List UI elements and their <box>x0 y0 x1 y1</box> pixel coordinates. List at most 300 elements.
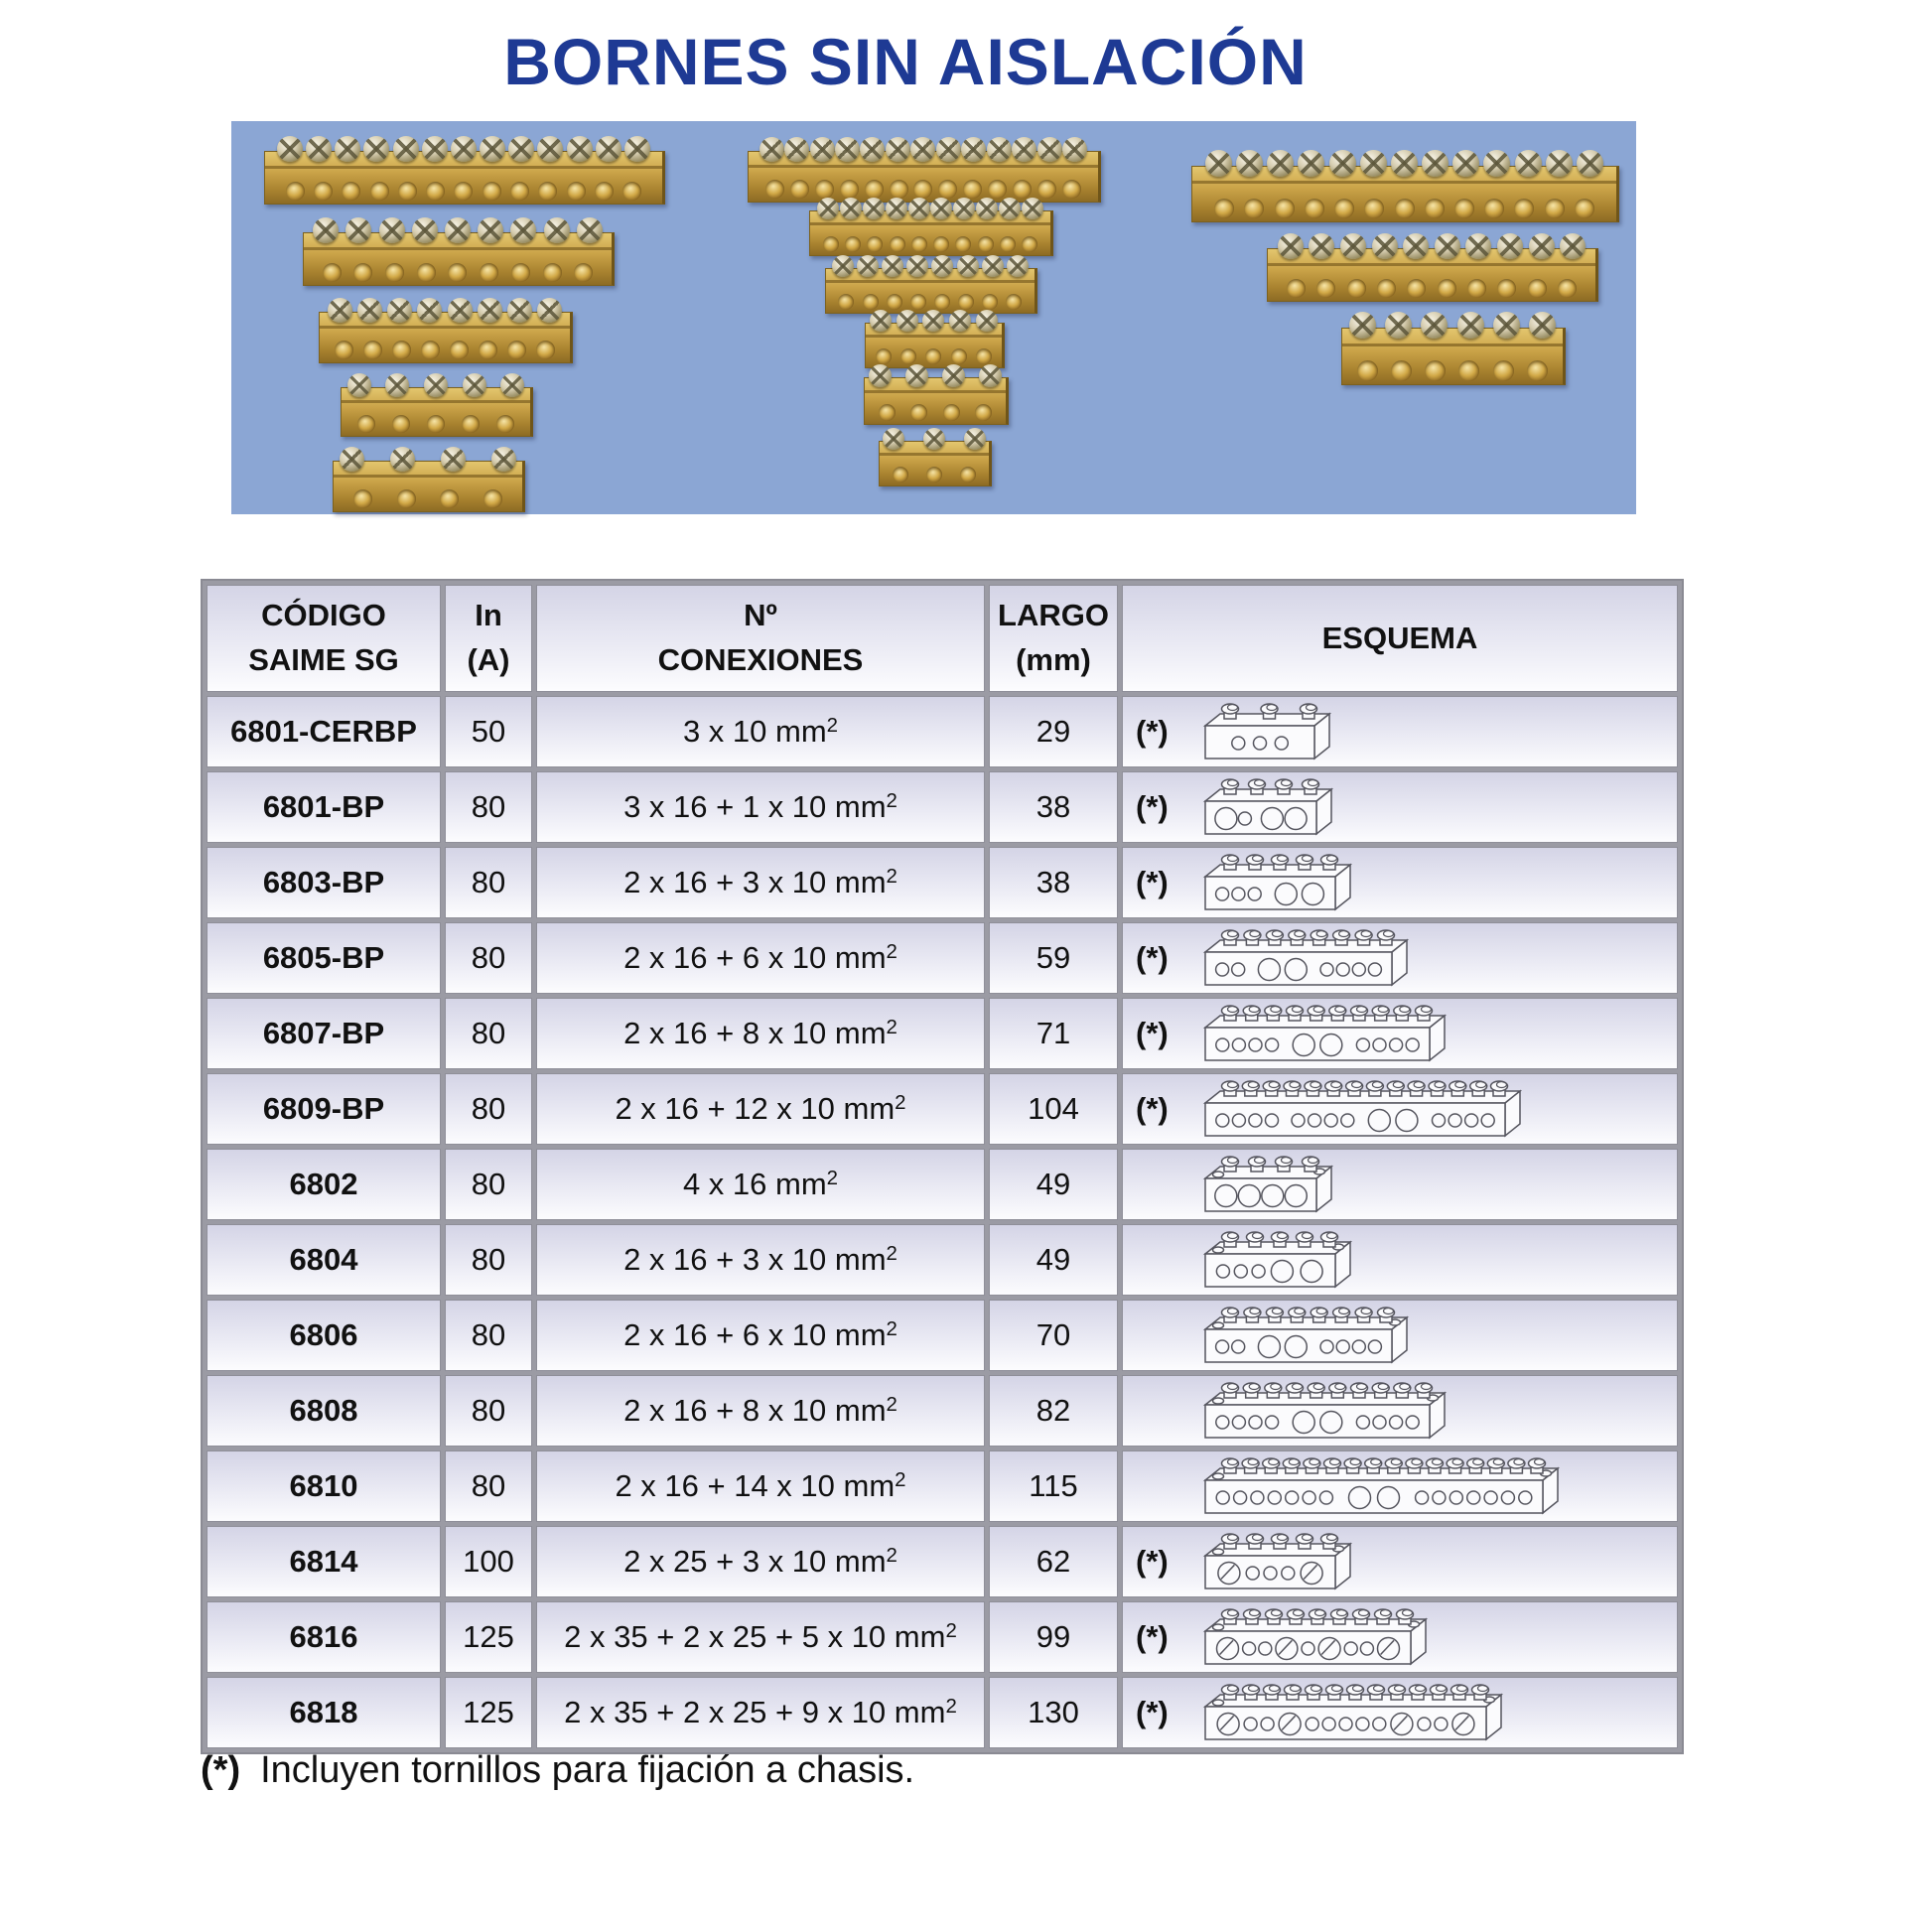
schema-drawing <box>1201 1229 1356 1291</box>
screw-icon <box>1278 233 1304 259</box>
screw-icon <box>1546 150 1573 177</box>
column-header-0: CÓDIGO SAIME SG <box>207 585 441 692</box>
wire-hole-icon <box>1013 180 1032 199</box>
wire-hole-icon <box>951 348 967 364</box>
table-row <box>207 1149 1678 1220</box>
screw-icon <box>1391 150 1418 177</box>
cell-largo: 130 <box>989 1677 1118 1748</box>
wire-hole-icon <box>536 341 555 359</box>
terminal-block-bar <box>264 151 665 205</box>
wire-hole-icon <box>943 404 960 421</box>
includes-screws-marker: (*) <box>1136 1544 1169 1579</box>
screw-icon <box>448 298 473 323</box>
wire-hole-icon <box>510 182 529 201</box>
wire-hole-icon <box>790 180 809 199</box>
wire-hole-icon <box>958 294 974 310</box>
wire-hole-icon <box>1558 279 1577 298</box>
superscript: 2 <box>886 1543 897 1567</box>
wire-hole-icon <box>840 180 859 199</box>
screw-icon <box>1205 150 1232 177</box>
screw-row <box>1205 150 1603 177</box>
screw-icon <box>886 137 910 162</box>
wire-hole-icon <box>910 294 926 310</box>
table-row <box>207 1300 1678 1371</box>
cell-in-amperes: 125 <box>445 1677 532 1748</box>
superscript: 2 <box>886 939 897 963</box>
screw-icon <box>508 136 534 162</box>
cell-largo: 38 <box>989 847 1118 918</box>
screw-icon <box>357 298 382 323</box>
wire-hole-icon <box>1357 360 1378 381</box>
cell-largo: 115 <box>989 1450 1118 1522</box>
screw-icon <box>840 198 862 219</box>
includes-screws-marker: (*) <box>1136 1695 1169 1729</box>
wire-hole-icon <box>398 182 417 201</box>
table-row <box>207 1375 1678 1447</box>
screw-icon <box>999 198 1021 219</box>
screw-icon <box>1422 150 1449 177</box>
screw-icon <box>1349 312 1376 339</box>
screw-icon <box>759 137 784 162</box>
screw-icon <box>835 137 860 162</box>
wire-hole-icon <box>879 404 896 421</box>
screw-icon <box>1007 255 1029 277</box>
cell-conexiones: 2 x 25 + 3 x 10 $mm^2$ <box>536 1526 985 1597</box>
hole-row <box>820 236 1041 252</box>
wire-hole-icon <box>440 489 459 508</box>
wire-hole-icon <box>913 180 932 199</box>
cell-conexiones: 3 x 16 + 1 x 10 $mm^2$ <box>536 771 985 843</box>
hole-row <box>762 180 1084 199</box>
wire-hole-icon <box>1287 279 1306 298</box>
hole-row <box>316 263 599 282</box>
hole-row <box>349 415 523 433</box>
cell-codigo: 6802 <box>207 1149 441 1220</box>
terminal-block-bar <box>1191 166 1619 222</box>
wire-hole-icon <box>893 467 908 483</box>
wire-hole-icon <box>890 236 905 252</box>
terminal-block-bar <box>825 268 1037 314</box>
wire-hole-icon <box>483 489 502 508</box>
screw-icon <box>860 137 885 162</box>
includes-screws-marker: (*) <box>1136 865 1169 899</box>
terminal-block-bar <box>809 210 1053 256</box>
screw-icon <box>976 198 998 219</box>
wire-hole-icon <box>765 180 784 199</box>
includes-screws-marker: (*) <box>1136 789 1169 824</box>
wire-hole-icon <box>454 182 473 201</box>
terminal-block-bar <box>864 377 1009 425</box>
cell-conexiones: 4 x 16 $mm^2$ <box>536 1149 985 1220</box>
includes-screws-marker: (*) <box>1136 940 1169 975</box>
screw-icon <box>422 136 448 162</box>
cell-codigo: 6816 <box>207 1601 441 1673</box>
wire-hole-icon <box>867 236 883 252</box>
cell-in-amperes: 80 <box>445 1300 532 1371</box>
screw-icon <box>1403 233 1429 259</box>
screw-icon <box>883 428 904 450</box>
products-table <box>201 579 1684 1754</box>
wire-hole-icon <box>1347 279 1366 298</box>
screw-icon <box>923 428 945 450</box>
cell-in-amperes: 80 <box>445 847 532 918</box>
screw-icon <box>393 136 419 162</box>
wire-hole-icon <box>1545 199 1565 218</box>
wire-hole-icon <box>543 263 562 282</box>
screw-icon <box>478 298 502 323</box>
wire-hole-icon <box>335 341 353 359</box>
cell-in-amperes: 125 <box>445 1601 532 1673</box>
screw-icon <box>976 310 998 332</box>
cell-largo: 104 <box>989 1073 1118 1145</box>
cell-esquema <box>1122 771 1678 843</box>
screw-icon <box>869 364 892 387</box>
wire-hole-icon <box>863 294 879 310</box>
table-row <box>207 1526 1678 1597</box>
cell-in-amperes: 80 <box>445 1073 532 1145</box>
wire-hole-icon <box>323 263 342 282</box>
wire-hole-icon <box>1391 360 1412 381</box>
product-photo <box>231 121 1636 514</box>
hole-row <box>330 341 560 359</box>
cell-esquema <box>1122 1149 1678 1220</box>
wire-hole-icon <box>900 348 916 364</box>
wire-hole-icon <box>1364 199 1384 218</box>
table-header <box>207 585 1678 692</box>
table-row <box>207 847 1678 918</box>
screw-icon <box>1385 312 1412 339</box>
wire-hole-icon <box>353 263 372 282</box>
screw-icon <box>810 137 835 162</box>
footnote-marker: (*) <box>201 1749 241 1791</box>
wire-hole-icon <box>1006 294 1022 310</box>
wire-hole-icon <box>887 294 902 310</box>
cell-largo: 49 <box>989 1224 1118 1296</box>
screw-icon <box>544 217 570 243</box>
screw-icon <box>897 310 918 332</box>
cell-conexiones: 2 x 35 + 2 x 25 + 5 x 10 $mm^2$ <box>536 1601 985 1673</box>
superscript: 2 <box>886 1316 897 1340</box>
screw-icon <box>910 137 935 162</box>
wire-hole-icon <box>1022 236 1037 252</box>
table-row <box>207 771 1678 843</box>
screw-icon <box>445 217 471 243</box>
wire-hole-icon <box>925 348 941 364</box>
hole-row <box>871 348 996 364</box>
table-row <box>207 1450 1678 1522</box>
wire-hole-icon <box>392 341 411 359</box>
wire-hole-icon <box>865 180 884 199</box>
schema-drawing <box>1201 1531 1356 1592</box>
wire-hole-icon <box>426 182 445 201</box>
schema-drawing <box>1201 852 1356 913</box>
cell-esquema <box>1122 847 1678 918</box>
cell-codigo: 6803-BP <box>207 847 441 918</box>
screw-row <box>817 198 1043 219</box>
superscript: 2 <box>945 1618 957 1642</box>
screw-icon <box>961 137 986 162</box>
terminal-block-bar <box>303 232 615 286</box>
screw-icon <box>1529 233 1555 259</box>
screw-icon <box>936 137 961 162</box>
wire-hole-icon <box>353 489 372 508</box>
hole-row <box>834 294 1026 310</box>
screw-icon <box>906 255 928 277</box>
cell-conexiones: 2 x 16 + 6 x 10 $mm^2$ <box>536 1300 985 1371</box>
cell-largo: 82 <box>989 1375 1118 1447</box>
hole-row <box>1351 360 1554 381</box>
superscript: 2 <box>895 1090 906 1114</box>
screw-icon <box>908 198 930 219</box>
cell-esquema <box>1122 1073 1678 1145</box>
screw-icon <box>1012 137 1036 162</box>
screw-icon <box>363 136 389 162</box>
table-row <box>207 1677 1678 1748</box>
screw-icon <box>510 217 536 243</box>
screw-icon <box>1062 137 1087 162</box>
cell-codigo: 6804 <box>207 1224 441 1296</box>
wire-hole-icon <box>462 415 480 433</box>
wire-hole-icon <box>1377 279 1396 298</box>
wire-hole-icon <box>622 182 641 201</box>
wire-hole-icon <box>975 404 992 421</box>
screw-icon <box>441 447 466 472</box>
hole-row <box>884 467 984 483</box>
wire-hole-icon <box>385 263 404 282</box>
cell-codigo: 6806 <box>207 1300 441 1371</box>
screw-icon <box>863 198 885 219</box>
screw-icon <box>379 217 405 243</box>
screw-icon <box>931 255 953 277</box>
screw-icon <box>1483 150 1510 177</box>
includes-screws-marker: (*) <box>1136 1016 1169 1050</box>
cell-conexiones: 2 x 16 + 8 x 10 $mm^2$ <box>536 1375 985 1447</box>
wire-hole-icon <box>427 415 445 433</box>
screw-icon <box>417 298 442 323</box>
terminal-block-bar <box>748 151 1101 203</box>
schema-drawing <box>1201 1455 1564 1517</box>
screw-icon <box>930 198 952 219</box>
schema-drawing <box>1201 1380 1450 1442</box>
schema-drawing <box>1201 1154 1337 1215</box>
screw-icon <box>784 137 809 162</box>
page-title: BORNES SIN AISLACIÓN <box>503 25 1308 98</box>
wire-hole-icon <box>934 294 950 310</box>
wire-hole-icon <box>286 182 305 201</box>
cell-esquema <box>1122 1450 1678 1522</box>
footnote <box>201 1749 914 1792</box>
cell-codigo: 6807-BP <box>207 998 441 1069</box>
screw-icon <box>624 136 650 162</box>
screw-icon <box>1560 233 1586 259</box>
wire-hole-icon <box>483 182 501 201</box>
terminal-block-bar <box>879 441 992 486</box>
screw-icon <box>463 373 486 397</box>
screw-icon <box>857 255 879 277</box>
screw-icon <box>1037 137 1062 162</box>
screw-icon <box>306 136 332 162</box>
wire-hole-icon <box>397 489 416 508</box>
cell-largo: 38 <box>989 771 1118 843</box>
wire-hole-icon <box>480 263 498 282</box>
cell-conexiones: 3 x 10 $mm^2$ <box>536 696 985 767</box>
terminal-block-bar <box>341 387 533 437</box>
schema-drawing <box>1201 1078 1526 1140</box>
wire-hole-icon <box>1305 199 1324 218</box>
screw-icon <box>1309 233 1334 259</box>
wire-hole-icon <box>1395 199 1415 218</box>
screw-icon <box>982 255 1004 277</box>
screw-row <box>832 255 1028 277</box>
screw-icon <box>596 136 621 162</box>
screw-icon <box>953 198 975 219</box>
screw-icon <box>979 364 1002 387</box>
screw-icon <box>500 373 524 397</box>
cell-largo: 49 <box>989 1149 1118 1220</box>
screw-row <box>347 373 525 397</box>
screw-icon <box>480 136 505 162</box>
cell-largo: 62 <box>989 1526 1118 1597</box>
table-row <box>207 922 1678 994</box>
wire-hole-icon <box>876 348 892 364</box>
wire-hole-icon <box>314 182 333 201</box>
cell-in-amperes: 80 <box>445 771 532 843</box>
wire-hole-icon <box>1493 360 1514 381</box>
wire-hole-icon <box>363 341 382 359</box>
screw-icon <box>412 217 438 243</box>
screw-row <box>883 428 985 450</box>
wire-hole-icon <box>567 182 586 201</box>
terminal-block-bar <box>319 312 573 363</box>
wire-hole-icon <box>392 415 410 433</box>
screw-icon <box>424 373 448 397</box>
screw-icon <box>478 217 503 243</box>
wire-hole-icon <box>448 263 467 282</box>
screw-icon <box>1372 233 1398 259</box>
cell-esquema <box>1122 922 1678 994</box>
screw-icon <box>537 298 562 323</box>
cell-esquema <box>1122 998 1678 1069</box>
wire-hole-icon <box>1062 180 1081 199</box>
screw-icon <box>886 198 907 219</box>
cell-esquema <box>1122 1526 1678 1597</box>
wire-hole-icon <box>1316 279 1335 298</box>
cell-codigo: 6814 <box>207 1526 441 1597</box>
wire-hole-icon <box>890 180 908 199</box>
screw-row <box>759 137 1088 162</box>
cell-codigo: 6818 <box>207 1677 441 1748</box>
cell-in-amperes: 100 <box>445 1526 532 1597</box>
cell-esquema <box>1122 1375 1678 1447</box>
wire-hole-icon <box>1528 279 1547 298</box>
wire-hole-icon <box>1425 199 1445 218</box>
wire-hole-icon <box>910 404 927 421</box>
wire-hole-icon <box>1454 199 1474 218</box>
superscript: 2 <box>886 788 897 812</box>
wire-hole-icon <box>955 236 971 252</box>
screw-icon <box>1022 198 1043 219</box>
wire-hole-icon <box>1497 279 1516 298</box>
wire-hole-icon <box>1514 199 1534 218</box>
screw-icon <box>537 136 563 162</box>
wire-hole-icon <box>595 182 614 201</box>
wire-hole-icon <box>511 263 530 282</box>
wire-hole-icon <box>1037 180 1056 199</box>
wire-hole-icon <box>496 415 514 433</box>
column-header-3: LARGO (mm) <box>989 585 1118 692</box>
cell-largo: 29 <box>989 696 1118 767</box>
hole-row <box>342 489 515 508</box>
wire-hole-icon <box>982 294 998 310</box>
wire-hole-icon <box>1000 236 1016 252</box>
wire-hole-icon <box>911 236 927 252</box>
table-row <box>207 1601 1678 1673</box>
cell-conexiones: 2 x 16 + 3 x 10 $mm^2$ <box>536 1224 985 1296</box>
screw-icon <box>1493 312 1520 339</box>
wire-hole-icon <box>845 236 861 252</box>
screw-icon <box>870 310 892 332</box>
screw-icon <box>577 217 603 243</box>
wire-hole-icon <box>1467 279 1486 298</box>
screw-row <box>340 447 517 472</box>
includes-screws-marker: (*) <box>1136 1091 1169 1126</box>
screw-icon <box>567 136 593 162</box>
cell-in-amperes: 80 <box>445 1450 532 1522</box>
screw-icon <box>277 136 303 162</box>
schema-drawing <box>1201 1606 1432 1668</box>
wire-hole-icon <box>357 415 375 433</box>
cell-in-amperes: 80 <box>445 922 532 994</box>
screw-icon <box>1515 150 1542 177</box>
screw-icon <box>817 198 839 219</box>
wire-hole-icon <box>976 348 992 364</box>
column-header-1: In (A) <box>445 585 532 692</box>
cell-conexiones: 2 x 16 + 14 x 10 $mm^2$ <box>536 1450 985 1522</box>
cell-in-amperes: 80 <box>445 1149 532 1220</box>
cell-codigo: 6801-CERBP <box>207 696 441 767</box>
wire-hole-icon <box>963 180 982 199</box>
screw-icon <box>957 255 979 277</box>
wire-hole-icon <box>988 180 1007 199</box>
superscript: 2 <box>826 1166 839 1189</box>
screw-icon <box>451 136 477 162</box>
screw-row <box>313 217 602 243</box>
terminal-block-bar <box>1341 328 1566 385</box>
screw-icon <box>340 447 364 472</box>
screw-icon <box>328 298 352 323</box>
screw-icon <box>335 136 360 162</box>
superscript: 2 <box>945 1694 957 1718</box>
cell-esquema <box>1122 696 1678 767</box>
wire-hole-icon <box>938 180 957 199</box>
screw-icon <box>1236 150 1263 177</box>
screw-row <box>869 364 1002 387</box>
column-header-4: ESQUEMA <box>1122 585 1678 692</box>
wire-hole-icon <box>838 294 854 310</box>
includes-screws-marker: (*) <box>1136 1619 1169 1654</box>
screw-icon <box>882 255 903 277</box>
screw-row <box>1349 312 1557 339</box>
cell-esquema <box>1122 1601 1678 1673</box>
wire-hole-icon <box>815 180 834 199</box>
superscript: 2 <box>886 1015 897 1038</box>
screw-icon <box>1329 150 1356 177</box>
screw-icon <box>1360 150 1387 177</box>
wire-hole-icon <box>1575 199 1594 218</box>
screw-icon <box>507 298 532 323</box>
cell-conexiones: 2 x 16 + 12 x 10 $mm^2$ <box>536 1073 985 1145</box>
hole-row <box>871 404 1001 421</box>
